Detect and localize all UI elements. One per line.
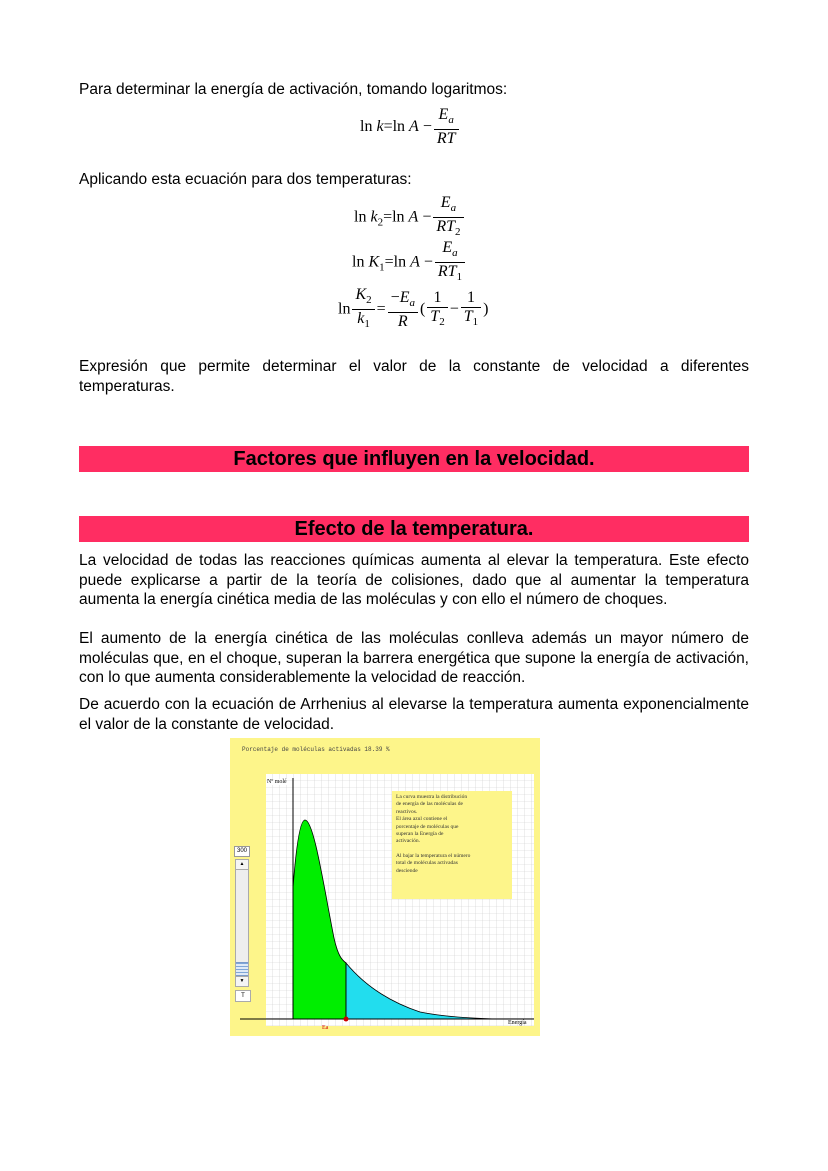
slider-up-arrow[interactable]: ▲: [236, 860, 248, 870]
slider-thumb[interactable]: [236, 962, 248, 976]
paragraph-2: El aumento de la energía cinética de las moléculas conlleva además un mayor número de moléculas que, en el choque, superan la barrera energética que supone la energía de activación, con lo que aumenta considerablemente la velocidad de reacción.: [79, 630, 749, 686]
figure-title: Porcentaje de moléculas activadas 18.39 %: [242, 746, 390, 753]
conclusion-text: Expresión que permite determinar el valor de la constante de velocidad a diferentes temperaturas.: [79, 358, 749, 395]
equation-ln-k1: $\ln K_1=\ln$ A − $\frac{E_a}{RT_1}$: [352, 239, 467, 286]
note-line: La curva muestra la distribución: [396, 794, 468, 800]
note-box: [392, 791, 512, 899]
paragraph-3: De acuerdo con la ecuación de Arrhenius al elevarse la temperatura aumenta exponencialmente el valor de la constante de velocidad.: [79, 696, 749, 733]
temperature-value-box[interactable]: 300: [234, 846, 250, 857]
note-line: de energía de las moléculas de: [396, 801, 463, 808]
note-line: Al bajar la temperatura el número: [396, 852, 471, 859]
note-line: reactivos.: [396, 808, 418, 815]
note-line: superan la Energía de: [396, 831, 444, 838]
ea-label: Ea: [322, 1025, 329, 1031]
note-line: desciende: [396, 867, 418, 874]
equation-ln-k: ln k=ln A − $\frac{E_a}{RT}$: [360, 106, 461, 148]
note-line: activación.: [396, 838, 420, 845]
equation-ln-k2: $\ln k_2=\ln$ A − $\frac{E_a}{RT_2}$: [354, 194, 466, 241]
section-title-factores: Factores que influyen en la velocidad.: [79, 446, 749, 472]
energy-distribution-figure: [230, 738, 540, 1036]
equation-ratio: ln $\frac{K_2}{k_1}$ = $\frac{-E_a}{R}$ ( $\frac{1}{T_2}$ − $\frac{1}{T_1}$ ): [338, 286, 489, 331]
note-line: El área azul contiene el: [396, 816, 448, 823]
section-title-temperatura: Efecto de la temperatura.: [79, 516, 749, 542]
two-temps-text: Aplicando esta ecuación para dos temperaturas:: [79, 171, 412, 188]
temperature-slider[interactable]: [235, 859, 249, 987]
ea-point: [344, 1017, 349, 1022]
x-axis-label: Energía: [508, 1020, 527, 1026]
paragraph-1: La velocidad de todas las reacciones químicas aumenta al elevar la temperatura. Este efecto puede explicarse a partir de la teoría de colisiones, dado que al aumentar la temperatura aumenta la energía cinética media de las moléculas y con ello el número de choques.: [79, 552, 749, 608]
note-line: total de moléculas activadas: [396, 860, 458, 867]
note-line: porcentaje de moléculas que: [396, 823, 459, 830]
slider-label: T: [235, 990, 251, 1002]
intro-text: Para determinar la energía de activación, tomando logaritmos:: [79, 81, 508, 98]
y-axis-label: Nº molé: [267, 779, 287, 785]
note-line: [396, 846, 508, 853]
slider-down-arrow[interactable]: ▼: [236, 976, 248, 986]
